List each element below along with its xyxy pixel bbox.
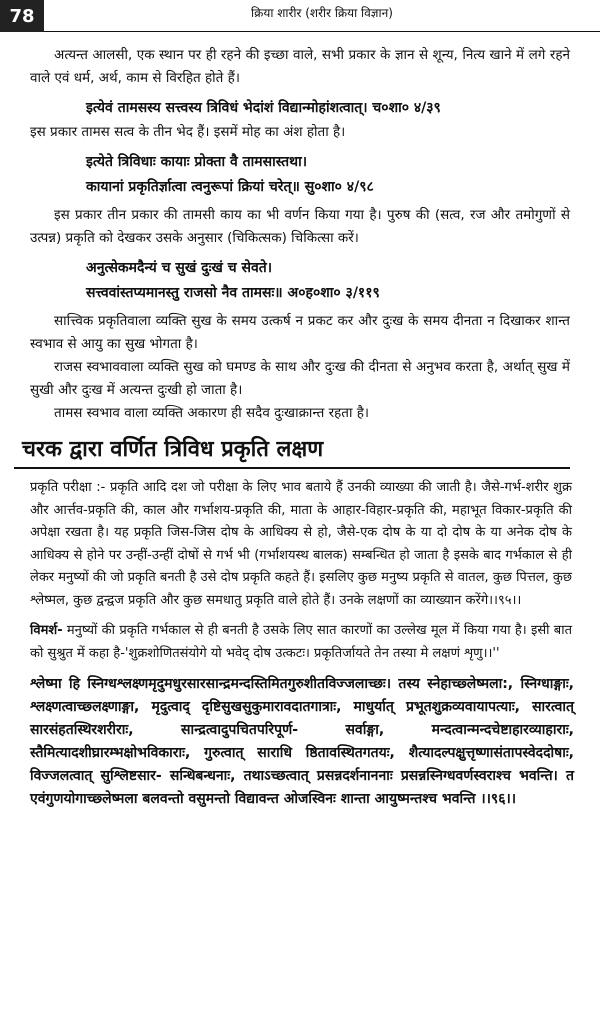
verse-block [0, 150, 600, 200]
para-text: अत्यन्त आलसी, एक स्थान पर ही रहने की इच्छा वाले, सभी प्रकार के ज्ञान से शून्य, नित्य खाने में लगे रहने वाले एवं धर्म, अर्थ, काम से विरहित होते हैं। [30, 47, 570, 86]
vimarsh-paragraph [0, 620, 600, 665]
verse-line: कायानां प्रकृतिर्ज्ञात्वा त्वनुरूपां क्रियां चरेत्॥ सु०शा० ४/९८ [86, 179, 374, 195]
shloka-block: श्लेष्मा हि स्निग्धश्लक्ष्णमृदुमधुरसारसान्द्रमन्दस्तिमितगुरुशीतविज्जलाच्छः। तस्य स्नेहाच्छ्लेष्मला:, स्निग्धाङ्गाः, श्लक्ष्णत्वाच्छ्लक्ष्णाङ्गा, मृदुत्वाद् दृष्टिसुखसुकुमारावदातगात्राः, माधुर्यात् प्रभूतशुक्रव्यवायापत्याः, सारत्वात् सारसंहतस्थिरशरीराः, सान्द्रत्वादुपचितपरिपूर्ण- सर्वाङ्गा, मन्दत्वान्मन्दचेष्टाहारव्याहाराः, स्तैमित्यादशीघ्रारम्भक्षोभविकाराः, गुरुत्वात् साराधि ष्ठितावस्थितगतयः, शैत्यादल्पक्षुत्तृष्णासंतापस्वेददोषाः, विज्जलत्वात् सुश्लिष्टसार- सन्धिबन्धनाः, तथाऽच्छत्वात् प्रसन्नदर्शनाननाः प्रसन्नस्निग्धवर्णस्वराश्च भवन्ति। त एवंगुणयोगाच्छ्लेष्मला बलवन्तो वसुमन्तो विद्यावन्त ओजस्विनः शान्ता आयुष्मन्तश्च भवन्ति ।।९६।। [30, 676, 574, 807]
vimarsh-label: विमर्श- [30, 623, 63, 638]
paragraph [0, 204, 600, 250]
running-title: क्रिया शारीर (शरीर क्रिया विज्ञान) [251, 6, 393, 20]
paragraph [0, 121, 600, 144]
vimarsh-text: मनुष्यों की प्रकृति गर्भकाल से ही बनती है उसके लिए सात कारणों का उल्लेख मूल में किया गया है। इसी बात को सुश्रुत में कहा है-'शुक्रशोणितसंयोगे यो भवेद् दोष उत्कटः। प्रकृतिर्जायते तेन तस्या मे लक्षणं शृणु।।'' [30, 623, 572, 661]
verse-line: इत्येवं तामसस्य सत्त्वस्य त्रिविधं भेदांशं विद्यान्मोहांशत्वात्। च०शा० ४/३९ [86, 100, 441, 116]
paragraph: प्रकृति परीक्षा :- प्रकृति आदि दश जो परीक्षा के लिए भाव बताये हैं उनकी व्याख्या की जाती है। जैसे-गर्भ-शरीर शुक्र और आर्त्तव-प्रकृति की, काल और गर्भाशय-प्रकृति की, माता के आहार-विहार-प्रकृति की, महाभूत विकार-प्रकृति की अपेक्षा रखता है। यह प्रकृति जिस-जिस दोष के आधिक्य से हो, जैसे-एक दोष के या दो दोष के या अनेक दोष के आधिक्य से होने पर उन्हीं-उन्हीं दोषों से गर्भ भी (गर्भाशयस्थ बालक) सम्बन्धित हो जाता है इसके बाद गर्भकाल से ही लेकर मनुष्यों की जो प्रकृति बनती है उसे दोष प्रकृति कहते हैं। इसलिए कुछ मनुष्य प्रकृति से वातल, कुछ पित्तल, कुछ श्लेष्मल, कुछ द्वन्द्वज प्रकृति और कुछ समधातु प्रकृति वाले होते हैं। उनके लक्षणों का व्याख्यान करेंगे।।९५।। [30, 480, 572, 608]
section-heading: चरक द्वारा वर्णित त्रिविध प्रकृति लक्षण [14, 433, 570, 469]
header-rule [44, 31, 600, 32]
para-text: राजस स्वभाववाला व्यक्ति सुख को घमण्ड के साथ और दुःख की दीनता से अनुभव करता है, अर्थात् सुख में सुखी और दुःख में अत्यन्त दुःखी हो जाता है। [30, 359, 570, 398]
para-text: इस प्रकार तीन प्रकार की तामसी काय का भी वर्णन किया गया है। पुरुष की (सत्व, रज और तमोगुणों से उत्पन्न) प्रकृति को देखकर उसके अनुसार (चिकित्सक) चिकित्सा करें। [30, 207, 570, 246]
page-number: 78 [0, 0, 44, 32]
verse-block [0, 256, 600, 306]
page-content [0, 44, 600, 1022]
paragraph [0, 356, 600, 402]
page-header [0, 0, 600, 36]
para-text: तामस स्वभाव वाला व्यक्ति अकारण ही सदैव दुःखाक्रान्त रहता है। [54, 405, 370, 421]
para-text: सात्त्विक प्रकृतिवाला व्यक्ति सुख के समय उत्कर्ष न प्रकट कर और दुःख के समय दीनता न दिखाकर शान्त स्वभाव से आयु का सुख भोगता है। [30, 313, 570, 352]
paragraph [0, 402, 600, 425]
verse-line: सत्त्ववांस्तप्यमानस्तु राजसो नैव तामसः॥ अ०ह०शा० ३/११९ [86, 285, 380, 301]
verse-line: अनुत्सेकमदैन्यं च सुखं दुःखं च सेवते। [86, 260, 273, 276]
paragraph [0, 310, 600, 356]
paragraph [0, 44, 600, 90]
para-text: इस प्रकार तामस सत्व के तीन भेद हैं। इसमें मोह का अंश होता है। [30, 124, 346, 140]
verse-citation [0, 96, 600, 121]
verse-line: इत्येते त्रिविधाः कायाः प्रोक्ता वै तामसास्तथा। [86, 154, 308, 170]
